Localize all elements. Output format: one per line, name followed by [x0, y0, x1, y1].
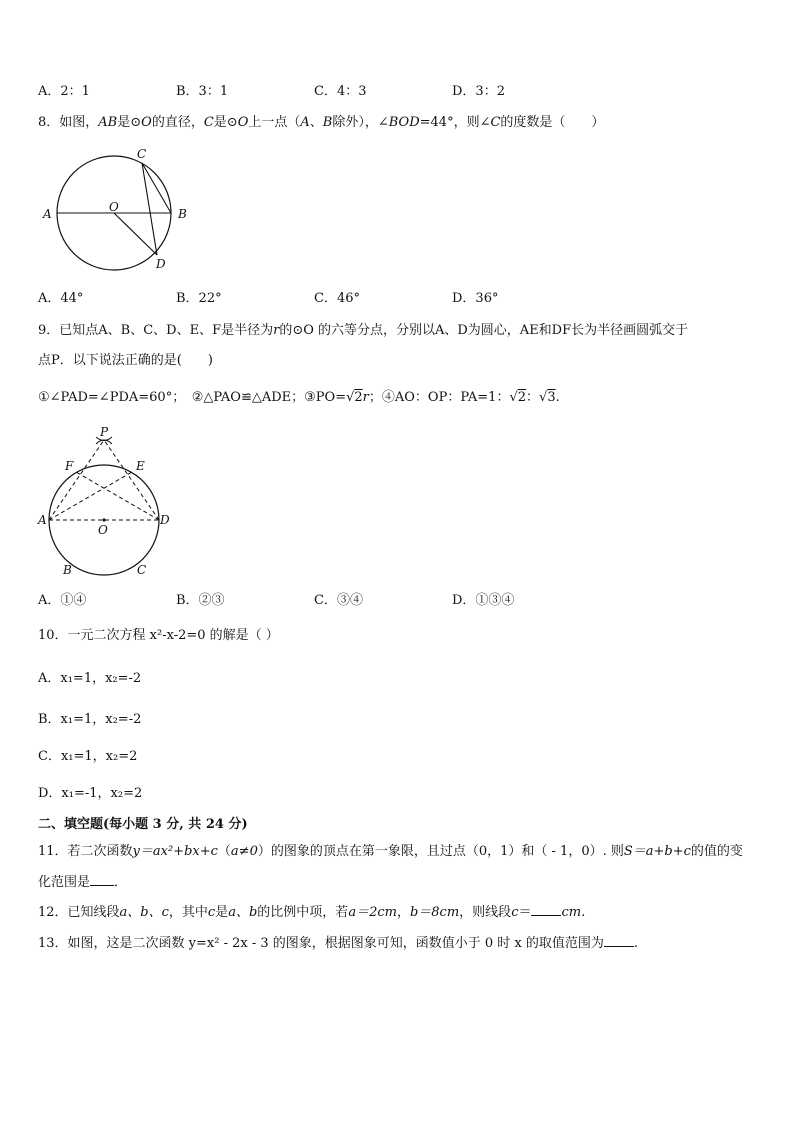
q8-label-o: O — [109, 200, 119, 214]
q8-option-d: D．36° — [452, 291, 499, 306]
q9-statements: ①∠PAD=∠PDA=60°； ②△PAO≌△ADE；③PO=√2r；④AO：OP：PA=1：√2：√3. — [38, 390, 560, 405]
q9-label-c: C — [137, 563, 147, 577]
q11-stem-line1: 11．若二次函数y＝ax²+bx+c（a≠0）的图象的顶点在第一象限，且过点（0，1）和（ - 1，0）. 则S＝a+b+c的值的变 — [38, 844, 743, 859]
q9-label-e: E — [136, 459, 145, 473]
q8-label-c: C — [137, 147, 147, 161]
q7-option-b: B．3：1 — [176, 84, 229, 99]
q10-option-c: C．x₁=1，x₂=2 — [38, 749, 138, 764]
q9-stem-line1: 9．已知点A、B、C、D、E、F是半径为r的⊙O 的六等分点，分别以A、D为圆心，AE和DF长为半径画圆弧交于 — [38, 323, 689, 338]
q9-option-b: B．②③ — [176, 593, 225, 608]
q13-answer-blank[interactable] — [604, 934, 634, 947]
q9-option-c: C．③④ — [314, 593, 363, 608]
q10-option-d: D．x₁=-1，x₂=2 — [38, 786, 143, 801]
q10-option-a: A．x₁=1，x₂=-2 — [38, 671, 142, 686]
q10-option-b: B．x₁=1，x₂=-2 — [38, 712, 142, 727]
q9-label-a: A — [38, 513, 47, 527]
q8-option-a: A．44° — [38, 291, 84, 306]
q9-label-p: P — [100, 425, 109, 439]
q10-stem: 10．一元二次方程 x²-x-2=0 的解是（ ） — [38, 628, 279, 643]
q9-label-d: D — [160, 513, 170, 527]
q8-label-b: B — [178, 207, 187, 221]
q7-option-a: A．2：1 — [38, 84, 90, 99]
q7-option-d: D．3：2 — [452, 84, 505, 99]
q9-stem-line2: 点P．以下说法正确的是( ) — [38, 353, 213, 368]
q9-label-f: F — [65, 459, 74, 473]
q12-answer-blank[interactable] — [531, 903, 561, 916]
q8-option-b: B．22° — [176, 291, 222, 306]
q8-stem: 8．如图，AB是⊙O的直径，C是⊙O上一点（A、B除外），∠BOD=44°，则∠C的度数是（ ） — [38, 115, 605, 130]
q8-label-d: D — [156, 257, 166, 271]
q11-stem-line2: 化范围是 ． — [38, 875, 128, 890]
q12-stem: 12．已知线段a、b、c，其中c是a、b的比例中项，若a＝2cm，b＝8cm，则线段c＝ cm. — [38, 905, 586, 920]
q8-circle-figure — [36, 144, 196, 274]
q11-answer-blank[interactable] — [90, 873, 114, 886]
q9-label-o: O — [98, 523, 108, 537]
q13-stem: 13．如图，这是二次函数 y=x² - 2x - 3 的图象，根据图象可知，函数值小于 0 时 x 的取值范围为 . — [38, 936, 639, 951]
q8-label-a: A — [43, 207, 52, 221]
q8-option-c: C．46° — [314, 291, 360, 306]
section-title: 二、填空题(每小题 3 分, 共 24 分) — [38, 817, 248, 832]
q9-option-a: A．①④ — [38, 593, 87, 608]
q9-hexagon-figure — [36, 424, 186, 584]
q9-option-d: D．①③④ — [452, 593, 515, 608]
q7-option-c: C．4：3 — [314, 84, 367, 99]
q9-label-b: B — [63, 563, 72, 577]
